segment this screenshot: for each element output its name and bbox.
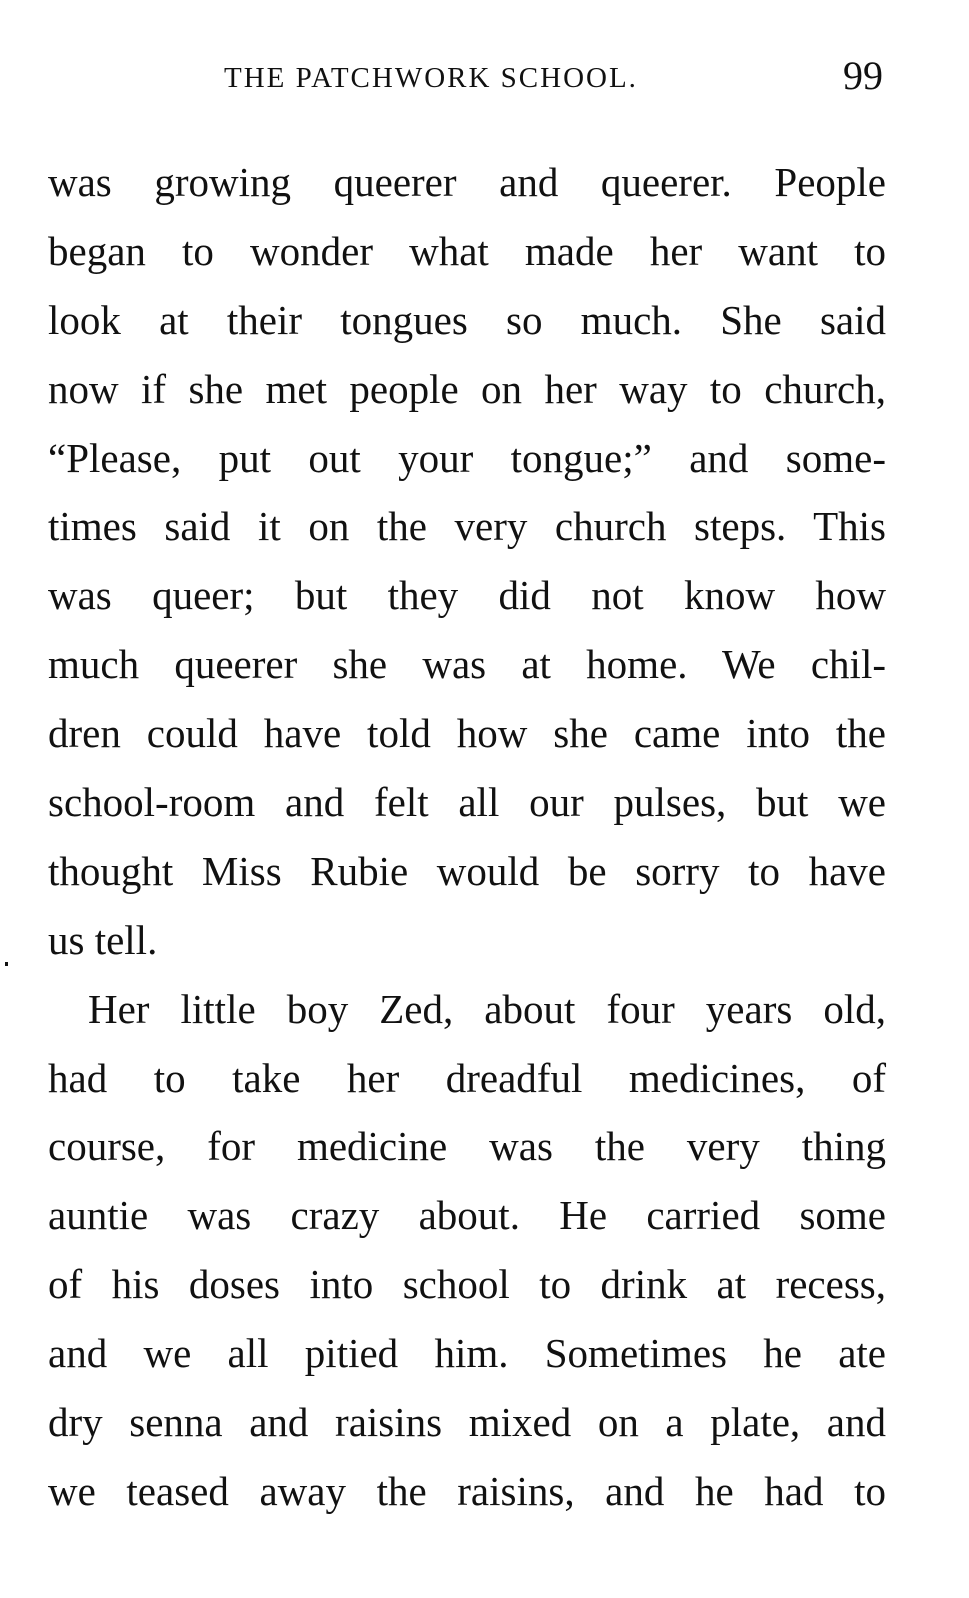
text-line: course, for medicine was the very thing bbox=[48, 1123, 886, 1170]
text-line: thought Miss Rubie would be sorry to have bbox=[48, 847, 886, 894]
text-line: auntie was crazy about. He carried some bbox=[48, 1192, 886, 1239]
text-line: was queer; but they did not know how bbox=[48, 572, 886, 619]
text-line: look at their tongues so much. She said bbox=[48, 296, 886, 343]
paragraph-2 bbox=[48, 975, 886, 1526]
body-text bbox=[48, 148, 886, 1526]
margin-ink-speck bbox=[5, 962, 8, 966]
text-line: dry senna and raisins mixed on a plate, and bbox=[48, 1399, 886, 1446]
text-line: school-room and felt all our pulses, but we bbox=[48, 779, 886, 826]
text-line: began to wonder what made her want to bbox=[48, 227, 886, 274]
text-line: was growing queerer and queerer. People bbox=[48, 159, 886, 205]
text-line: of his doses into school to drink at recess, bbox=[48, 1261, 886, 1308]
text-line: much queerer she was at home. We chil- bbox=[48, 641, 886, 688]
text-line: we teased away the raisins, and he had to bbox=[48, 1467, 886, 1514]
text-line: now if she met people on her way to church, bbox=[48, 365, 886, 412]
running-title: THE PATCHWORK SCHOOL. bbox=[224, 62, 638, 94]
text-line: times said it on the very church steps. This bbox=[48, 503, 886, 550]
page-number: 99 bbox=[843, 53, 883, 98]
text-line: and we all pitied him. Sometimes he ate bbox=[48, 1330, 886, 1377]
text-line: Her little boy Zed, about four years old, bbox=[88, 985, 886, 1032]
paragraph-1 bbox=[48, 148, 886, 975]
page-header bbox=[0, 52, 969, 102]
text-line: dren could have told how she came into the bbox=[48, 710, 886, 757]
text-line: had to take her dreadful medicines, of bbox=[48, 1054, 886, 1101]
text-line: us tell. bbox=[48, 916, 158, 963]
text-line: “Please, put out your tongue;” and some- bbox=[48, 434, 886, 481]
